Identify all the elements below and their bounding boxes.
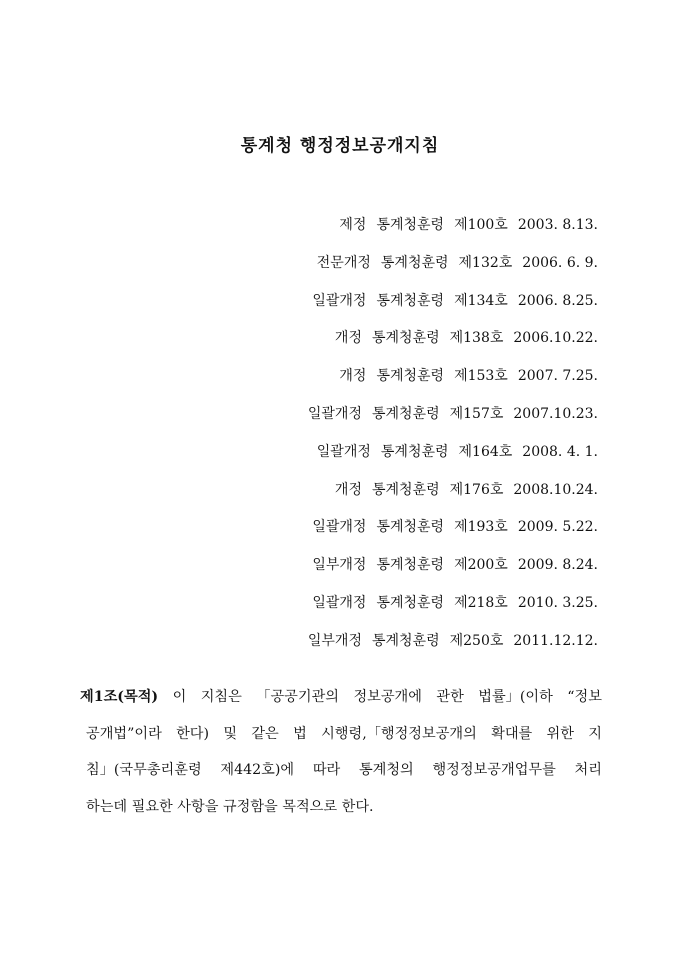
- article-word: 한다): [176, 725, 210, 742]
- revision-directive: 통계청훈령: [371, 405, 440, 422]
- revision-kind: 일괄개정: [312, 594, 367, 611]
- revision-entry: [308, 245, 598, 283]
- article-line: [80, 752, 602, 789]
- revision-kind: 전문개정: [316, 254, 371, 271]
- article-word: 따라: [312, 762, 341, 778]
- article-word: 이: [172, 689, 187, 705]
- revision-date: 2009. 8.24.: [517, 557, 598, 574]
- revision-date: 2010. 3.25.: [517, 594, 598, 611]
- article-word: 확대를: [491, 725, 533, 742]
- revision-entry: [308, 283, 598, 321]
- revision-directive: 통계청훈령: [376, 217, 445, 233]
- revision-number: 제100호: [454, 217, 508, 233]
- revision-date: 2011.12.12.: [513, 632, 598, 649]
- revision-directive: 통계청훈령: [371, 481, 440, 498]
- article-word: 행정정보공개업무를: [432, 762, 556, 778]
- revision-entry: [308, 207, 598, 245]
- revision-number: 제218호: [454, 594, 508, 611]
- article-word: 같은: [251, 725, 279, 742]
- article-word: 「공공기관의: [256, 689, 339, 705]
- revision-directive: 통계청훈령: [376, 368, 445, 385]
- revision-kind: 일괄개정: [312, 519, 367, 536]
- revision-date: 2009. 5.22.: [517, 519, 598, 536]
- revision-entry: [308, 623, 598, 661]
- article-word: 필요한: [131, 798, 173, 815]
- article-word: 제442호)에: [220, 762, 295, 778]
- revision-kind: 일부개정: [307, 632, 362, 649]
- revision-kind: 일괄개정: [316, 443, 371, 460]
- revision-number: 제134호: [454, 292, 508, 309]
- article-line: [80, 679, 602, 716]
- article-word: 법률」(이하: [478, 689, 553, 705]
- article-word: 위한: [546, 725, 574, 742]
- revision-entry: [308, 472, 598, 510]
- revision-directive: 통계청훈령: [371, 330, 440, 347]
- revision-date: 2008.10.24.: [513, 481, 598, 498]
- revision-entry: [308, 547, 598, 585]
- article-word: 지침은: [200, 689, 242, 705]
- revision-entry: [308, 320, 598, 358]
- article-word: 법: [293, 725, 307, 742]
- article-1: [80, 679, 602, 825]
- article-word: “정보: [567, 689, 602, 705]
- document-title: 통계청 행정정보공개지침: [240, 136, 440, 156]
- revision-date: 2003. 8.13.: [517, 217, 598, 233]
- revision-history: [308, 207, 598, 661]
- revision-directive: 통계청훈령: [376, 594, 445, 611]
- revision-kind: 일괄개정: [307, 405, 362, 422]
- article-word: 통계청의: [358, 762, 414, 778]
- article-word: 한다.: [341, 798, 374, 815]
- article-word: 규정함을: [222, 798, 278, 815]
- article-heading: 제1조(목적): [80, 689, 159, 705]
- article-word: 정보공개에: [353, 689, 422, 705]
- revision-kind: 개정: [339, 368, 367, 385]
- revision-directive: 통계청훈령: [380, 254, 449, 271]
- revision-kind: 일괄개정: [312, 292, 367, 309]
- revision-date: 2006. 6. 9.: [522, 254, 598, 271]
- revision-number: 제157호: [449, 405, 504, 422]
- article-line: [80, 789, 602, 826]
- revision-date: 2006.10.22.: [513, 330, 598, 347]
- article-word: 목적으로: [282, 798, 338, 815]
- revision-directive: 통계청훈령: [376, 557, 445, 574]
- revision-number: 제132호: [458, 254, 513, 271]
- article-word: 지: [588, 725, 602, 742]
- revision-number: 제153호: [454, 368, 508, 385]
- revision-number: 제193호: [454, 519, 508, 536]
- revision-directive: 통계청훈령: [371, 632, 440, 649]
- revision-kind: 개정: [334, 481, 362, 498]
- revision-number: 제176호: [449, 481, 504, 498]
- revision-number: 제250호: [449, 632, 504, 649]
- article-word: 처리: [574, 762, 602, 778]
- revision-entry: [308, 434, 598, 472]
- revision-date: 2007. 7.25.: [517, 368, 598, 385]
- article-word: 공개법”이라: [86, 725, 162, 742]
- article-word: 사항을: [177, 798, 219, 815]
- revision-date: 2007.10.23.: [513, 405, 598, 422]
- revision-kind: 제정: [339, 217, 367, 233]
- article-word: 하는데: [86, 798, 128, 815]
- revision-directive: 통계청훈령: [380, 443, 449, 460]
- revision-entry: [308, 509, 598, 547]
- article-word: 및: [223, 725, 238, 742]
- revision-directive: 통계청훈령: [376, 292, 445, 309]
- revision-date: 2006. 8.25.: [517, 292, 598, 309]
- revision-entry: [308, 396, 598, 434]
- revision-directive: 통계청훈령: [376, 519, 445, 536]
- revision-entry: [308, 358, 598, 396]
- revision-entry: [308, 585, 598, 623]
- article-word: 침」(국무총리훈령: [86, 762, 202, 778]
- article-word: 시행령,「행정정보공개의: [321, 725, 477, 742]
- revision-kind: 일부개정: [312, 557, 367, 574]
- article-line: [80, 716, 602, 753]
- revision-date: 2008. 4. 1.: [522, 443, 598, 460]
- revision-number: 제200호: [454, 557, 508, 574]
- revision-kind: 개정: [334, 330, 362, 347]
- revision-number: 제164호: [458, 443, 513, 460]
- revision-number: 제138호: [449, 330, 504, 347]
- article-word: 관한: [436, 689, 464, 705]
